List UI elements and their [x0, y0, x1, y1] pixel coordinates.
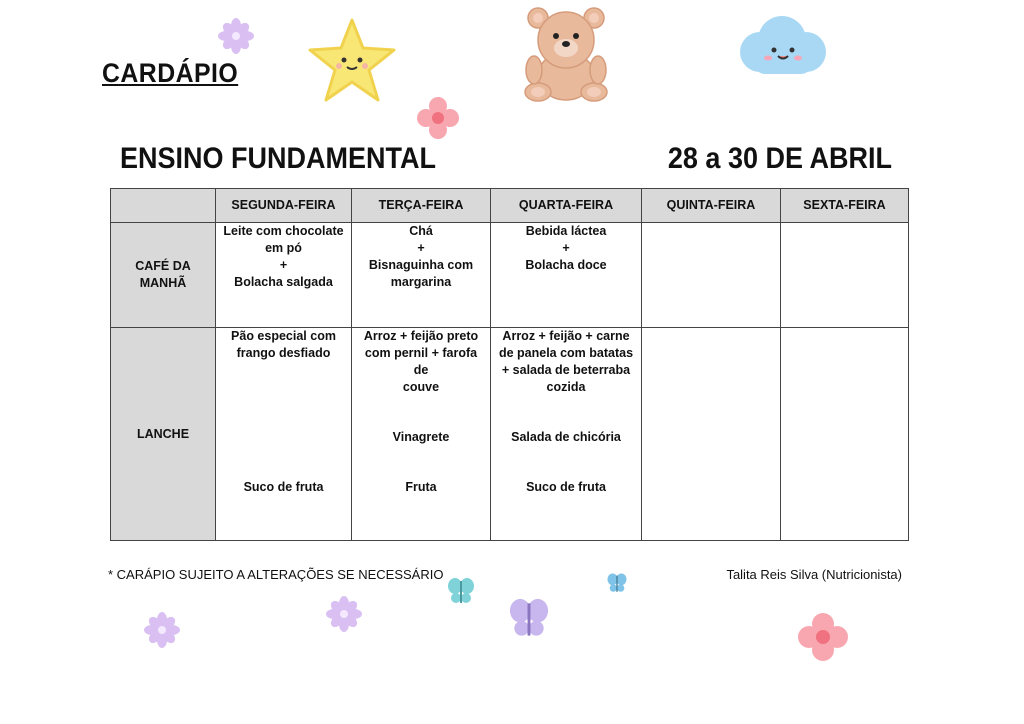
pink-flower-icon [794, 612, 852, 662]
school-level: ENSINO FUNDAMENTAL [120, 142, 436, 175]
menu-line: em pó [265, 241, 302, 255]
row-label-line: LANCHE [136, 426, 190, 441]
menu-line: couve [402, 380, 440, 394]
menu-line: Bolacha doce [525, 258, 607, 272]
menu-line: Suco de fruta [526, 480, 606, 494]
menu-line: Leite com chocolate [223, 224, 344, 238]
menu-cell [781, 328, 909, 541]
menu-cell [642, 223, 781, 328]
corner-cell [111, 189, 216, 223]
menu-cell [642, 328, 781, 541]
menu-cell [491, 223, 642, 328]
cloud-icon [734, 12, 830, 82]
day-header: SEXTA-FEIRA [781, 189, 909, 223]
menu-cell [216, 223, 352, 328]
menu-cell [352, 328, 491, 541]
table-row [111, 223, 909, 328]
butterfly-icon [506, 596, 552, 640]
page-title: CARDÁPIO [102, 58, 239, 88]
menu-cell [352, 223, 491, 328]
menu-line: Pão especial com [231, 329, 336, 343]
row-label-line: MANHÃ [139, 276, 187, 290]
lilac-flower-icon [144, 612, 180, 648]
butterfly-icon [446, 576, 476, 606]
menu-line: + [279, 258, 288, 272]
teddy-bear-icon [520, 4, 612, 104]
menu-line: de panela com batatas [498, 346, 634, 360]
menu-line: Arroz + feijão preto [363, 329, 479, 343]
pink-flower-icon [416, 96, 460, 140]
table-row [111, 328, 909, 541]
lilac-flower-icon [326, 596, 362, 632]
star-icon [306, 16, 398, 104]
menu-line: Vinagrete [392, 430, 450, 444]
date-range: 28 a 30 DE ABRIL [667, 142, 892, 175]
menu-line: cozida [546, 380, 586, 394]
nutritionist-signature: Talita Reis Silva (Nutricionista) [726, 567, 902, 582]
menu-line: + salada de beterraba [501, 363, 631, 377]
row-label-snack [111, 328, 216, 541]
disclaimer-note: * CARÁPIO SUJEITO A ALTERAÇÕES SE NECESSÁRIO [108, 567, 444, 582]
menu-line: Suco de fruta [243, 480, 324, 494]
day-header: SEGUNDA-FEIRA [216, 189, 352, 223]
day-header: TERÇA-FEIRA [352, 189, 491, 223]
menu-line: + [562, 241, 570, 255]
menu-table [110, 188, 909, 541]
menu-line: Bolacha salgada [234, 275, 333, 289]
row-label-line: CAFÉ DA [135, 259, 191, 273]
menu-line: com pernil + farofa de [364, 346, 478, 377]
table-header-row [111, 189, 909, 223]
day-header: QUINTA-FEIRA [642, 189, 781, 223]
menu-line: frango desfiado [236, 346, 331, 360]
menu-line: Salada de chicória [511, 430, 621, 444]
butterfly-icon [606, 572, 628, 594]
menu-cell [781, 223, 909, 328]
row-label-breakfast [111, 223, 216, 328]
menu-line: Bisnaguinha com [368, 258, 474, 272]
menu-line: Arroz + feijão + carne [502, 329, 630, 343]
menu-line: + [417, 241, 425, 255]
lilac-flower-icon [218, 18, 254, 54]
menu-cell [491, 328, 642, 541]
menu-line: Chá [409, 224, 433, 238]
day-header: QUARTA-FEIRA [491, 189, 642, 223]
menu-line: Fruta [405, 480, 437, 494]
menu-cell [216, 328, 352, 541]
menu-line: margarina [390, 275, 452, 289]
menu-line: Bebida láctea [525, 224, 607, 238]
